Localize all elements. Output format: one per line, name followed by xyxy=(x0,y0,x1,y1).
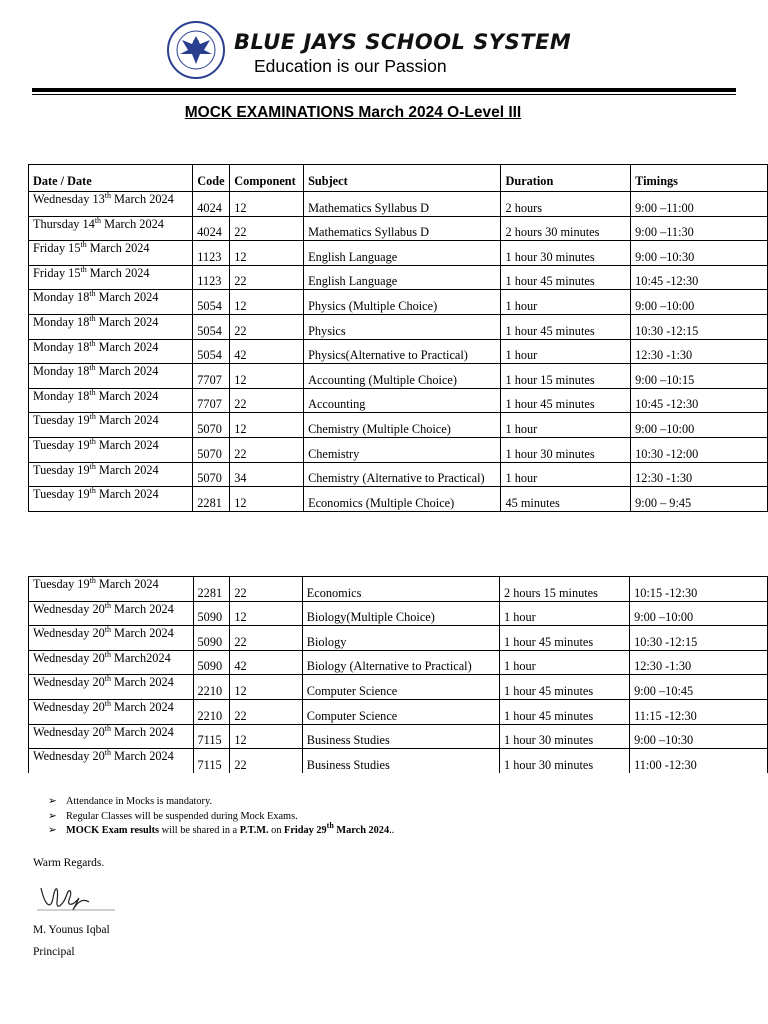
school-logo-icon xyxy=(166,20,226,80)
cell-subject: Physics xyxy=(304,314,501,339)
cell-timings: 10:30 -12:00 xyxy=(631,437,768,462)
arrow-bullet-icon: ➢ xyxy=(48,825,57,836)
note-item xyxy=(48,821,395,839)
closing-text: Warm Regards. xyxy=(33,857,105,869)
note-results: MOCK Exam results will be shared in a P.T.M. on Friday 29th March 2024.. xyxy=(66,821,395,836)
cell-subject: Biology xyxy=(302,626,499,651)
cell-timings: 11:15 -12:30 xyxy=(630,699,768,724)
table-row xyxy=(29,699,768,724)
note-classes: Regular Classes will be suspended during Mock Exams. xyxy=(66,810,298,822)
table-row xyxy=(29,413,768,438)
cell-duration: 1 hour 30 minutes xyxy=(499,724,629,749)
cell-timings: 9:00 – 9:45 xyxy=(631,487,768,512)
cell-duration: 1 hour xyxy=(501,413,631,438)
cell-timings: 12:30 -1:30 xyxy=(631,339,768,364)
cell-duration: 1 hour xyxy=(501,290,631,315)
cell-component: 22 xyxy=(230,437,304,462)
cell-code: 2281 xyxy=(193,577,230,602)
cell-subject: Biology(Multiple Choice) xyxy=(302,601,499,626)
cell-component: 22 xyxy=(230,265,304,290)
cell-code: 5090 xyxy=(193,626,230,651)
table-row xyxy=(29,241,768,266)
cell-code: 2210 xyxy=(193,699,230,724)
cell-date: Tuesday 19th March 2024 xyxy=(29,437,193,462)
table-row xyxy=(29,388,768,413)
cell-component: 22 xyxy=(230,749,302,773)
cell-subject: Business Studies xyxy=(302,724,499,749)
cell-timings: 12:30 -1:30 xyxy=(631,462,768,487)
cell-component: 12 xyxy=(230,290,304,315)
cell-code: 5090 xyxy=(193,601,230,626)
cell-component: 22 xyxy=(230,699,302,724)
cell-component: 12 xyxy=(230,601,302,626)
cell-duration: 1 hour xyxy=(499,601,629,626)
cell-date: Tuesday 19th March 2024 xyxy=(29,462,193,487)
cell-component: 42 xyxy=(230,339,304,364)
cell-date: Monday 18th March 2024 xyxy=(29,388,193,413)
principal-title: Principal xyxy=(33,946,75,958)
table-row xyxy=(29,364,768,389)
cell-date: Wednesday 20th March 2024 xyxy=(29,626,194,651)
cell-timings: 9:00 –10:30 xyxy=(630,724,768,749)
cell-date: Wednesday 20th March 2024 xyxy=(29,699,194,724)
cell-code: 7115 xyxy=(193,724,230,749)
cell-code: 5070 xyxy=(193,437,230,462)
cell-component: 12 xyxy=(230,241,304,266)
cell-date: Tuesday 19th March 2024 xyxy=(29,577,194,602)
table-header-row xyxy=(29,165,768,192)
note-attendance: Attendance in Mocks is mandatory. xyxy=(66,796,213,807)
cell-date: Monday 18th March 2024 xyxy=(29,314,193,339)
cell-subject: Mathematics Syllabus D xyxy=(304,216,501,241)
cell-timings: 10:30 -12:15 xyxy=(631,314,768,339)
arrow-bullet-icon: ➢ xyxy=(48,796,57,807)
header-subject: Subject xyxy=(304,165,501,192)
table-row xyxy=(29,724,768,749)
cell-code: 2281 xyxy=(193,487,230,512)
note-item xyxy=(48,795,394,810)
cell-timings: 10:30 -12:15 xyxy=(630,626,768,651)
cell-subject: Mathematics Syllabus D xyxy=(304,192,501,217)
cell-subject: Business Studies xyxy=(302,749,499,773)
header-rule-thin xyxy=(32,94,736,95)
cell-duration: 1 hour 15 minutes xyxy=(501,364,631,389)
cell-component: 22 xyxy=(230,577,302,602)
table-row xyxy=(29,192,768,217)
cell-date: Wednesday 20th March 2024 xyxy=(29,601,194,626)
cell-duration: 45 minutes xyxy=(501,487,631,512)
cell-component: 12 xyxy=(230,364,304,389)
exam-schedule-table-continued xyxy=(28,576,768,773)
tagline: Education is our Passion xyxy=(254,56,447,76)
cell-duration: 2 hours 30 minutes xyxy=(501,216,631,241)
cell-duration: 1 hour xyxy=(501,462,631,487)
notes-list xyxy=(48,795,394,839)
cell-duration: 1 hour 30 minutes xyxy=(501,437,631,462)
header-rule-thick xyxy=(32,88,736,92)
cell-date: Monday 18th March 2024 xyxy=(29,364,193,389)
school-name: BLUE JAYS SCHOOL SYSTEM xyxy=(234,30,572,54)
cell-date: Friday 15th March 2024 xyxy=(29,241,193,266)
table-row xyxy=(29,601,768,626)
cell-timings: 11:00 -12:30 xyxy=(630,749,768,773)
table-row xyxy=(29,749,768,773)
cell-duration: 1 hour 45 minutes xyxy=(499,626,629,651)
cell-date: Wednesday 20th March 2024 xyxy=(29,724,194,749)
cell-component: 22 xyxy=(230,216,304,241)
cell-component: 34 xyxy=(230,462,304,487)
cell-duration: 1 hour 45 minutes xyxy=(499,675,629,700)
cell-timings: 12:30 -1:30 xyxy=(630,650,768,675)
cell-date: Wednesday 20th March2024 xyxy=(29,650,194,675)
cell-code: 5090 xyxy=(193,650,230,675)
cell-code: 7707 xyxy=(193,388,230,413)
header-timings: Timings xyxy=(631,165,768,192)
table-row xyxy=(29,216,768,241)
cell-subject: English Language xyxy=(304,241,501,266)
cell-date: Monday 18th March 2024 xyxy=(29,290,193,315)
cell-timings: 9:00 –10:00 xyxy=(630,601,768,626)
table-row xyxy=(29,265,768,290)
cell-subject: Computer Science xyxy=(302,675,499,700)
cell-duration: 1 hour xyxy=(499,650,629,675)
cell-code: 5054 xyxy=(193,314,230,339)
cell-code: 1123 xyxy=(193,241,230,266)
cell-component: 22 xyxy=(230,626,302,651)
cell-component: 12 xyxy=(230,487,304,512)
cell-duration: 1 hour 45 minutes xyxy=(501,265,631,290)
cell-subject: Chemistry (Multiple Choice) xyxy=(304,413,501,438)
table-row xyxy=(29,462,768,487)
cell-timings: 9:00 –10:00 xyxy=(631,413,768,438)
cell-subject: Physics(Alternative to Practical) xyxy=(304,339,501,364)
cell-duration: 2 hours xyxy=(501,192,631,217)
cell-timings: 9:00 –10:00 xyxy=(631,290,768,315)
cell-code: 5054 xyxy=(193,339,230,364)
table-row xyxy=(29,437,768,462)
cell-component: 12 xyxy=(230,413,304,438)
header-code: Code xyxy=(193,165,230,192)
cell-subject: Economics xyxy=(302,577,499,602)
cell-subject: Economics (Multiple Choice) xyxy=(304,487,501,512)
cell-component: 22 xyxy=(230,314,304,339)
cell-subject: Chemistry xyxy=(304,437,501,462)
table-body-part2 xyxy=(29,577,768,773)
table-row xyxy=(29,487,768,512)
cell-code: 5054 xyxy=(193,290,230,315)
cell-date: Wednesday 13th March 2024 xyxy=(29,192,193,217)
cell-date: Thursday 14th March 2024 xyxy=(29,216,193,241)
signature-image xyxy=(33,876,117,916)
principal-name: M. Younus Iqbal xyxy=(33,924,110,936)
cell-code: 5070 xyxy=(193,413,230,438)
table-row xyxy=(29,626,768,651)
cell-component: 42 xyxy=(230,650,302,675)
letterhead xyxy=(0,0,768,100)
cell-timings: 9:00 –10:30 xyxy=(631,241,768,266)
cell-code: 4024 xyxy=(193,216,230,241)
cell-code: 7707 xyxy=(193,364,230,389)
cell-subject: Accounting xyxy=(304,388,501,413)
table-row xyxy=(29,650,768,675)
cell-timings: 9:00 –10:15 xyxy=(631,364,768,389)
cell-code: 4024 xyxy=(193,192,230,217)
document-title: MOCK EXAMINATIONS March 2024 O-Level III xyxy=(184,104,522,121)
cell-duration: 1 hour 30 minutes xyxy=(499,749,629,773)
cell-component: 12 xyxy=(230,675,302,700)
note-item xyxy=(48,810,394,825)
cell-timings: 9:00 –10:45 xyxy=(630,675,768,700)
cell-code: 1123 xyxy=(193,265,230,290)
cell-duration: 1 hour 30 minutes xyxy=(501,241,631,266)
cell-component: 12 xyxy=(230,192,304,217)
table-row xyxy=(29,290,768,315)
header-duration: Duration xyxy=(501,165,631,192)
cell-subject: Physics (Multiple Choice) xyxy=(304,290,501,315)
cell-duration: 1 hour 45 minutes xyxy=(499,699,629,724)
cell-component: 22 xyxy=(230,388,304,413)
table-row xyxy=(29,577,768,602)
cell-timings: 9:00 –11:30 xyxy=(631,216,768,241)
cell-code: 7115 xyxy=(193,749,230,773)
cell-subject: Accounting (Multiple Choice) xyxy=(304,364,501,389)
cell-subject: Biology (Alternative to Practical) xyxy=(302,650,499,675)
header-component: Component xyxy=(230,165,304,192)
table-row xyxy=(29,675,768,700)
header-date: Date / Date xyxy=(29,165,193,192)
arrow-bullet-icon: ➢ xyxy=(48,810,57,822)
table-row xyxy=(29,339,768,364)
cell-subject: Chemistry (Alternative to Practical) xyxy=(304,462,501,487)
cell-duration: 1 hour 45 minutes xyxy=(501,388,631,413)
cell-date: Wednesday 20th March 2024 xyxy=(29,749,194,773)
cell-duration: 1 hour 45 minutes xyxy=(501,314,631,339)
cell-timings: 9:00 –11:00 xyxy=(631,192,768,217)
cell-code: 2210 xyxy=(193,675,230,700)
cell-date: Tuesday 19th March 2024 xyxy=(29,487,193,512)
cell-duration: 1 hour xyxy=(501,339,631,364)
cell-component: 12 xyxy=(230,724,302,749)
cell-date: Wednesday 20th March 2024 xyxy=(29,675,194,700)
cell-date: Monday 18th March 2024 xyxy=(29,339,193,364)
table-body-part1 xyxy=(29,192,768,512)
cell-subject: Computer Science xyxy=(302,699,499,724)
cell-code: 5070 xyxy=(193,462,230,487)
cell-duration: 2 hours 15 minutes xyxy=(499,577,629,602)
cell-timings: 10:15 -12:30 xyxy=(630,577,768,602)
cell-date: Tuesday 19th March 2024 xyxy=(29,413,193,438)
cell-timings: 10:45 -12:30 xyxy=(631,388,768,413)
cell-date: Friday 15th March 2024 xyxy=(29,265,193,290)
cell-subject: English Language xyxy=(304,265,501,290)
exam-schedule-table xyxy=(28,164,768,512)
table-row xyxy=(29,314,768,339)
cell-timings: 10:45 -12:30 xyxy=(631,265,768,290)
